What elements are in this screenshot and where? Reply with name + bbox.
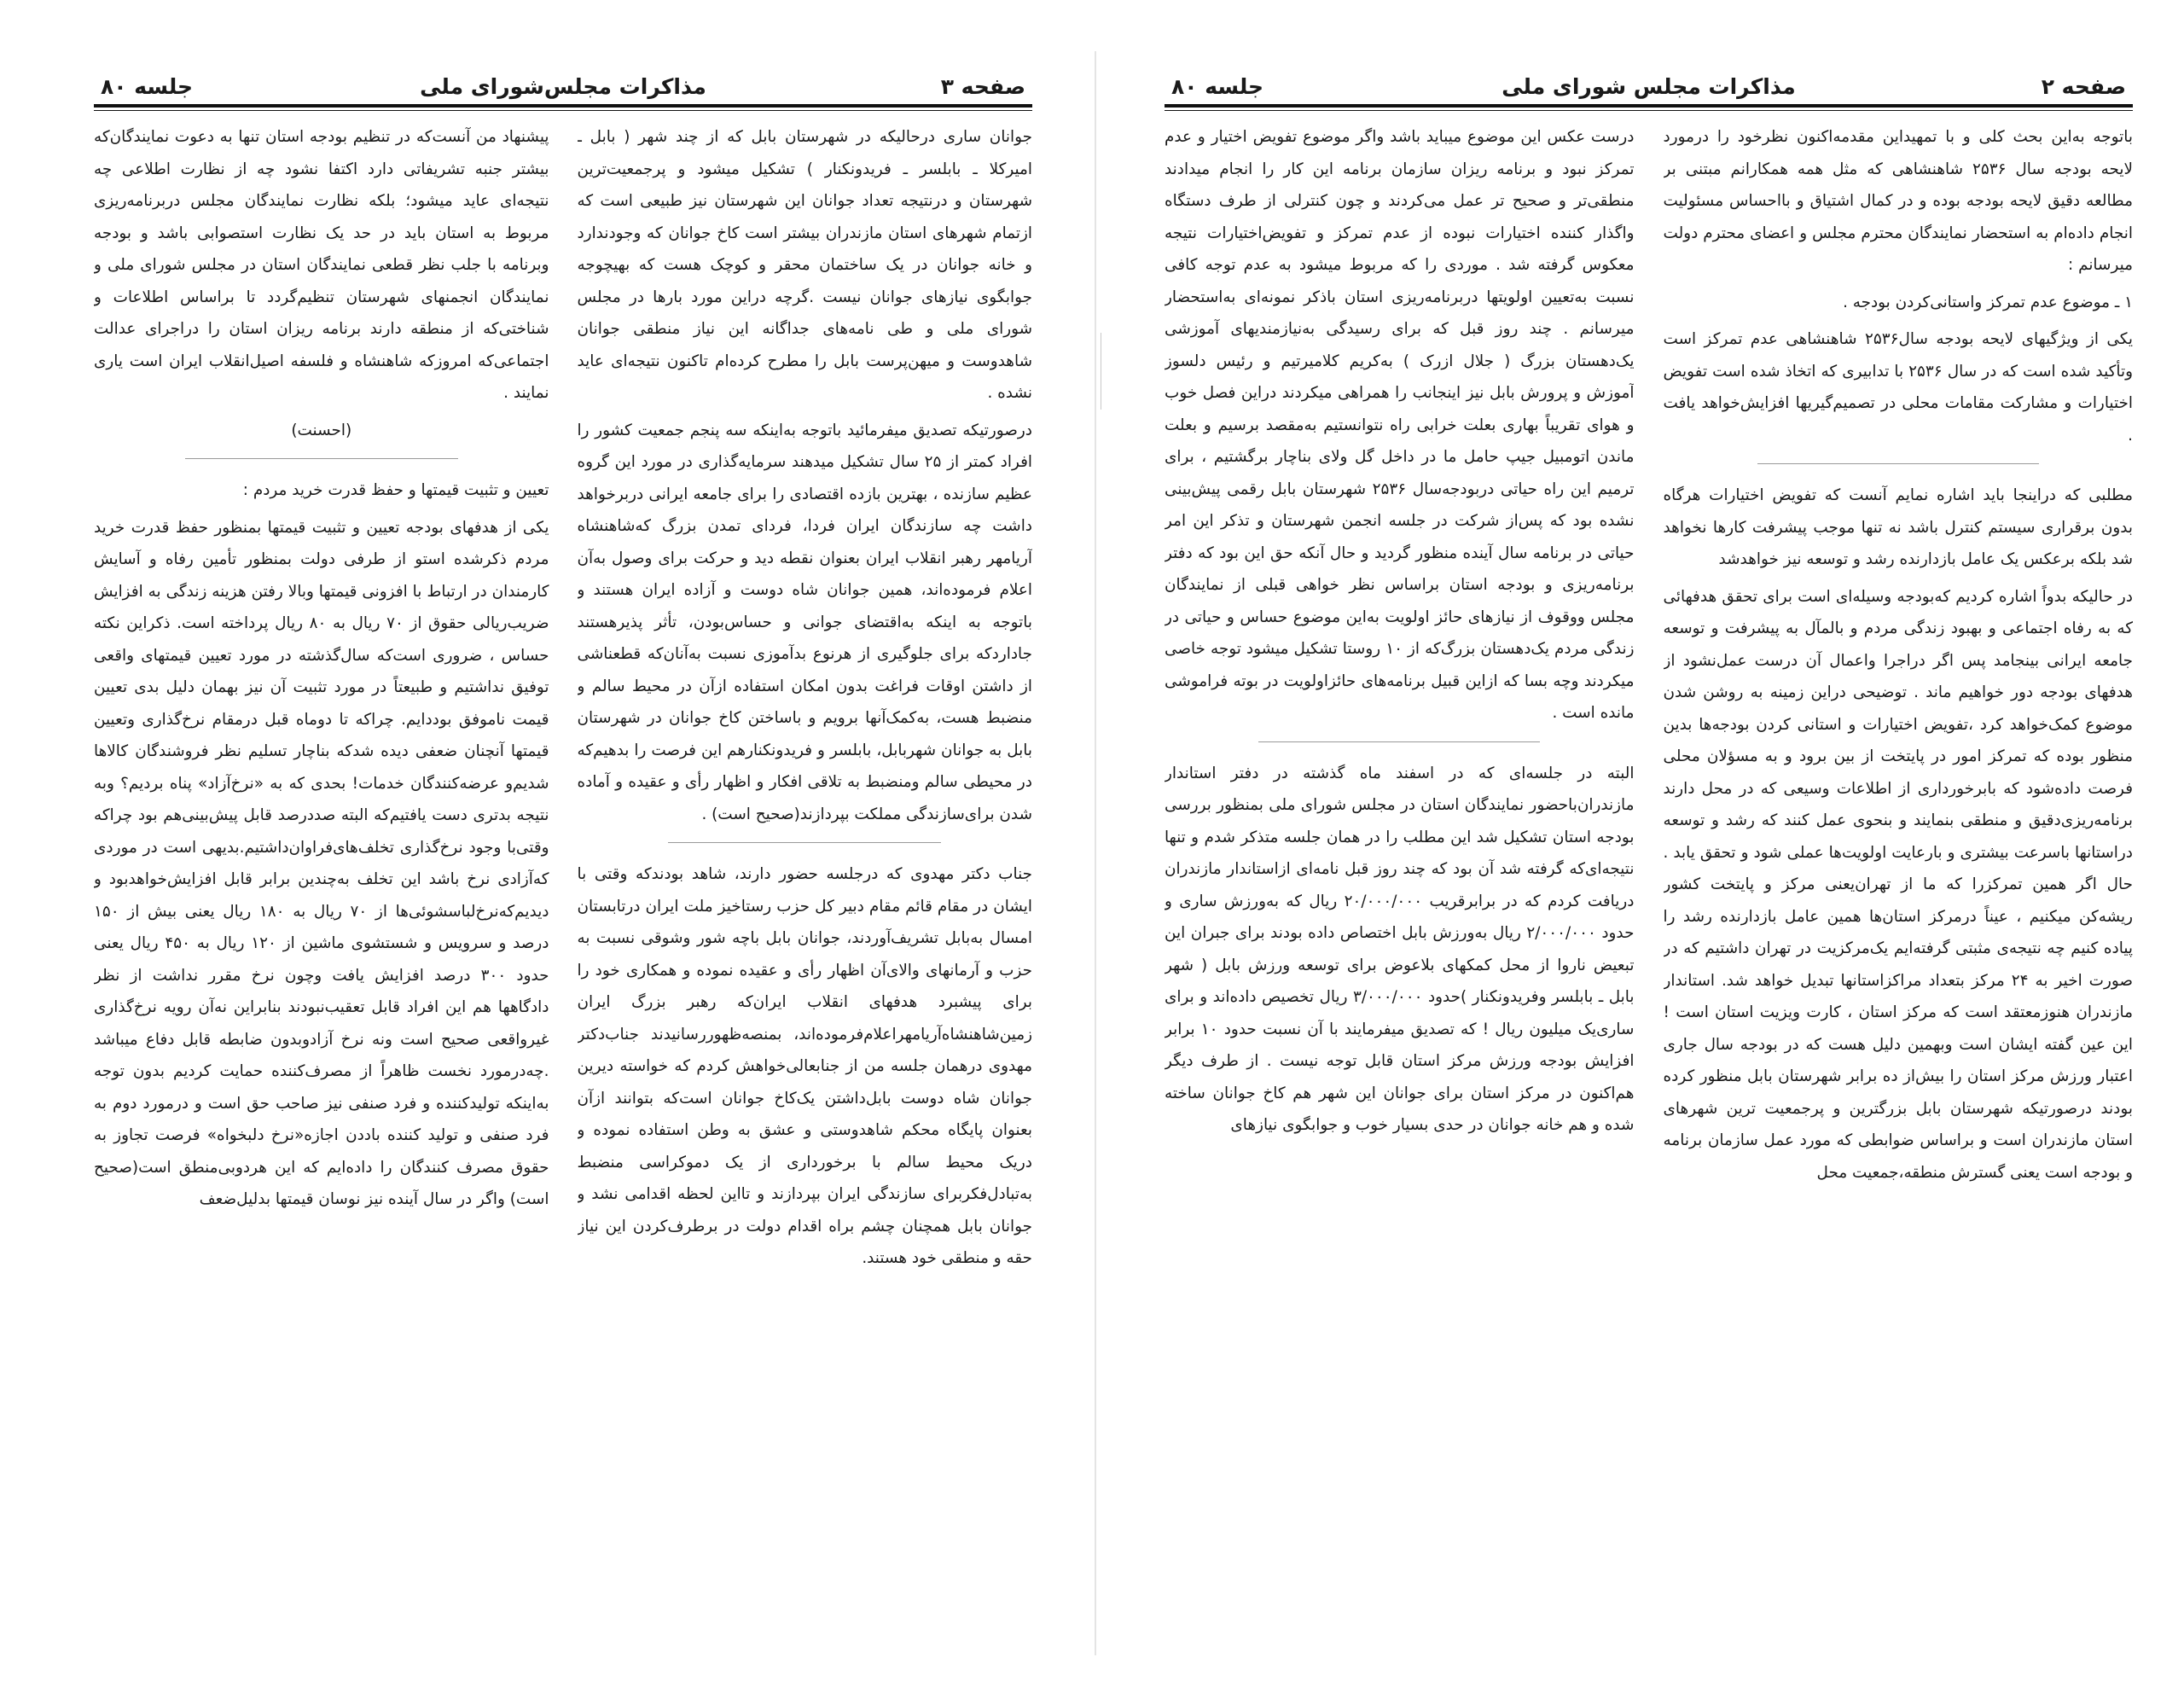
header-rule: [1165, 104, 2133, 111]
book-gutter: [1095, 51, 1096, 1655]
right-column: [578, 121, 1033, 1664]
page-title: مذاکرات مجلس‌شورای ملی: [420, 74, 706, 99]
paragraph: یکی از هدفهای بودجه تعیین و تثبیت قیمتها بمنظور حفظ قدرت خرید مردم ذکرشده استو از طرفی دولت بمنظور تأمین رفاه و آسایش کارمندان در ارتباط با افزونی قیمتها وبالا رفتن هزینه زندگی به افزایش ضریب‌ریالی حقوق از ۷۰ ریال به ۸۰ ریال پرداخته است. ذکراین نکته حساس ، ضروری است‌که سال‌گذشته در مورد تعیین قیمتهای واقعی توفیق نداشتیم و طبیعتاً در مورد تثبیت آن نیز بهمان دلیل بدی تعیین قیمت ناموفق بوددایم. چراکه تا دوماه قبل درمقام نرخ‌گذاری وتعیین قیمتها آنچنان ضعفی دیده شدکه بناچار تسلیم نظر فروشندگان کالاها شدیم‌و عرضه‌کنندگان خدمات! بحدی که به «نرخ‌آزاد» پناه بردیم؟ وبه نتیجه بدتری دست یافتیم‌که البته صددرصد قابل پیش‌بینی‌هم بود چراکه وقتی‌با وجود نرخ‌گذاری تخلف‌های‌فراوان‌داشتیم.بدیهی است در موردی که‌آزادی نرخ باشد این تخلف به‌چندین برابر قابل افزایش‌خواهدبود و دیدیم‌که‌نرخ‌لباسشوئی‌ها از ۷۰ ریال به ۱۸۰ ریال یعنی بیش از ۱۵۰ درصد و سرویس و شستشوی ماشین از ۱۲۰ ریال به ۴۵۰ ریال یعنی حدود ۳۰۰ درصد افزایش یافت وچون نرخ مقرر نداشت از نظر دادگاهها هم این افراد قابل تعقیب‌نبودند بنابراین نه‌آن رویه نرخ‌گذاری غیرواقعی صحیح است ونه نرخ آزادوبدون ضابطه قابل دفاع میباشد .چه‌درمورد نخست ظاهراً از مصرف‌کننده حمایت کردیم بدون توجه به‌اینکه تولیدکننده و فرد صنفی نیز صاحب حق است و درمورد دوم به فرد صنفی و تولید کننده باددن اجازه«نرخ دلبخواه» فرصت تجاوز به حقوق مصرف کنندگان را داده‌ایم که این هردوبی‌منطق است(صحیح است) واگر در سال آینده نیز نوسان قیمتها بدلیل‌ضعف: [94, 518, 549, 1208]
page-header: [1165, 60, 2133, 104]
page-title: مذاکرات مجلس شورای ملی: [1502, 74, 1796, 99]
paragraph: درصورتیکه تصدیق میفرمائید باتوجه به‌اینکه سه پنجم جمعیت کشور را افراد کمتر از ۲۵ سال تشکیل میدهند سرمایه‌گذاری در مورد این گروه عظیم سازنده ، بهترین بازده اقتصادی را برای جامعه ایرانی دربرخواهد داشت چه سازندگان ایران فردا، فردای تمدن بزرگ که‌شاهنشاه آریامهر رهبر انقلاب ایران بعنوان نقطه دید و حرکت برای وصول به‌آن اعلام فرموده‌اند، همین جوانان شاه دوست و آزاده ایران هستند و باتوجه به اینکه به‌اقتضای جوانی و حساس‌بودن، تأثر پذیرهستند جادارد‌که برای جلوگیری از هرنوع بدآموزی نسبت به‌آنان‌که قطعناشی از داشتن اوقات فراغت بدون امکان استفاده ازآن در محیط سالم و منضبط هست، به‌کمک‌آنها برویم و باساختن کاخ جوانان در شهرستان بابل به جوانان شهربابل، بابلسر و فریدونکنارهم این فرصت را بدهیم‌که در محیطی سالم ومنضبط به تلاقی افکار و اظهار رأی و عقیده و آماده شدن برای‌سازندگی مملکت بپردازند(صحیح است) .: [577, 421, 1032, 823]
paragraph: یکی از ویژگیهای لایحه بودجه سال۲۵۳۶ شاهنشاهی عدم تمرکز است وتأکید شده است که در سال ۲۵۳۶ با تدابیری که اتخاذ شده است تفویض اختیارات و مشارکت مقامات محلی در تصمیم‌گیریها افزایش‌خواهد یافت .: [1663, 330, 2133, 445]
page-header: [94, 60, 1032, 104]
section-heading: ۱ ـ موضوع عدم تمرکز واستانی‌کردن بودجه .: [1843, 293, 2133, 311]
left-column: [94, 121, 549, 1664]
right-column: [1664, 121, 2133, 1664]
paragraph: مطلبی که دراینجا باید اشاره نمایم آنست که تفویض اختیارات هرگاه بدون برقراری سیستم کنترل باشد نه تنها موجب پیشرفت کارها نخواهد شد بلکه برعکس یک عامل بازدارنده رشد و توسعه نیز خواهدشد: [1663, 486, 2133, 568]
divider: [668, 842, 941, 843]
paragraph: پیشنهاد من آنست‌که در تنظیم بودجه استان تنها به دعوت نمایندگان‌که بیشتر جنبه تشریفاتی دارد اکتفا نشود چه از نظارت اطلاعی چه نتیجه‌ای عاید میشود؛ بلکه نظارت نمایندگان مجلس دربرنامه‌ریزی مربوط به استان باید در حد یک نظارت استصوابی باشد و بودجه وبرنامه با جلب نظر قطعی نمایندگان استان در مجلس شورای ملی و نمایندگان انجمنهای شهرستان تنظیم‌گردد تا براساس اطلاعات و شناختی‌که از منطقه دارند برنامه ریزان استان را دراجرای عدالت اجتماعی‌که امروزکه شاهنشاه و فلسفه اصیل‌انقلاب ایران است یاری نمایند .: [94, 128, 549, 402]
paragraph: البته در جلسه‌ای که در اسفند ماه گذشته در دفتر استاندار مازندران‌باحضور نمایندگان استان در مجلس شورای ملی بمنظور بررسی بودجه استان تشکیل شد این مطلب را در همان جلسه متذکر شدم و تنها نتیجه‌ای‌که گرفته شد آن بود که چند روز قبل نامه‌ای ازاستاندار مازندران دریافت کردم که در برابرقریب ۲۰/۰۰۰/۰۰۰ ریال که به‌ورزش ساری و حدود ۲/۰۰۰/۰۰۰ ریال به‌ورزش بابل اختصاص داده بودند برای جبران این تبعیض ناروا از محل کمکهای بلاعوض برای توسعه ورزش بابل ( شهر بابل ـ بابلسر وفریدونکنار )حدود ۳/۰۰۰/۰۰۰ ریال تخصیص داده‌اند و برای ساری‌یک میلیون ریال ! که تصدیق میفرمایند با آن نسبت حدود ۱۰ برابر افزایش بودجه ورزش مرکز استان قابل توجه نیست . از طرف دیگر هم‌اکنون در مرکز استان برای جوانان این شهر هم کاخ جوانان ساخته شده و هم خانه جوانان در حدی بسیار خوب و جوابگوی نیازهای: [1165, 764, 1635, 1134]
paragraph: در حالیکه بدواً اشاره کردیم که‌بودجه وسیله‌ای است برای تحقق هدفهائی که به رفاه اجتماعی و بهبود زندگی مردم و بالمآل به پیشرفت و توسعه جامعه ایرانی بینجامد پس اگر دراجرا واعمال آن درست عمل‌نشود از هدفهای بودجه دور خواهیم ماند . توضیحی دراین زمینه به روشن شدن موضوع کمک‌خواهد کرد ،تفویض اختیارات و استانی کردن بودجه‌ها بدین منظور بوده که تمرکز امور در پایتخت از بین برود و به مسؤلان محلی فرصت داده‌شود که بابرخورداری از اطلاعات وسیعی که در محل دارند برنامه‌ریزی‌دقیق و منطقی بنمایند و بنحوی عمل کنند که رشد و توسعه دراستانها باسرعت بیشتری و بارعایت اولویت‌ها عملی شود و تحقق یابد . حال اگر همین تمرکزرا که ما از تهران‌یعنی مرکز و پایتخت کشور ریشه‌کن میکنیم ، عیناً درمرکز استان‌ها همین عامل بازدارنده رشد را پیاده کنیم چه نتیجه‌ی مثبتی گرفته‌ایم یک‌مرکزیت در تهران داشتیم که در صورت اخیر به ۲۴ مرکز بتعداد مراکزاستانها تبدیل خواهد شد. استاندار مازندران هنوزمعتقد است که مرکز استان ، کارت ویزیت استان است ! این عین گفته ایشان است وبهمین دلیل هست که در بودجه سال جاری اعتبار ورزش مرکز استان را بیش‌از ده برابر شهرستان بابل منظور کرده بودند درصورتیکه شهرستان بابل بزرگترین و پرجمعیت ترین شهرهای استان مازندران است و براساس ضوابطی که مورد عمل سازمان برنامه و بودجه است یعنی گسترش منطقه،جمعیت محل: [1663, 587, 2133, 1182]
session-number: جلسه ۸۰: [1171, 74, 1264, 99]
applause-note: (احسنت): [291, 421, 352, 439]
page-3: [94, 60, 1032, 1664]
divider: [185, 458, 458, 459]
paragraph: درست عکس این موضوع میباید باشد واگر موضوع تفویض اختیار و عدم تمرکز نبود و برنامه ریزان سازمان برنامه این کار را انجام میدادند منطقی‌تر و صحیح تر عمل می‌کردند و چون کنترلی از طرف دستگاه واگذار کننده اختیارات نبوده از عدم تمرکز و تفویض‌اختیارات نتیجه معکوس گرفته شد . موردی را که مربوط میشود به عدم توجه کافی نسبت به‌تعیین اولویتها دربرنامه‌ریزی استان باذکر نمونه‌ای به‌استحضار میرسانم . چند روز قبل که برای رسیدگی به‌نیازمندیهای آموزشی یک‌دهستان بزرگ ( جلال ازرک ) به‌کریم کلامیرتیم و رئیس دلسوز آموزش و پرورش بابل نیز اینجانب را همراهی میکردند دراین فصل خوب و هوای تقریباً بهاری بعلت خرابی راه نتوانستیم به‌مقصد برسیم و بعلت ماندن اتومبیل جیپ حامل ما در داخل گل ولای بناچار برگشتیم ، برای ترمیم این راه حیاتی دربودجه‌سال ۲۵۳۶ شهرستان بابل رقمی پیش‌بینی نشده بود که پس‌از شرکت در جلسه انجمن شهرستان و تذکر این امر حیاتی در برنامه سال آینده منظور گردید و حال آنکه حق این بود که دفتر برنامه‌ریزی و بودجه استان براساس نظر خواهی قبلی از نمایندگان مجلس ووقوف از نیازهای حائز اولویت به‌این موضوع حساس و حیاتی در زندگی مردم یک‌دهستان بزرگ‌که از ۱۰ روستا تشکیل میشود توجه خاصی میکردند وچه بسا که ازاین قبیل برنامه‌های حائزاولویت در بوته فراموشی مانده است .: [1165, 128, 1635, 722]
page-number: صفحه ۲: [2041, 74, 2126, 99]
paragraph: جناب دکتر مهدوی که درجلسه حضور دارند، شاهد بودندکه وقتی با ایشان در مقام قائم مقام دبیر کل حزب رستاخیز ملت ایران درتابستان امسال به‌بابل تشریف‌آوردند، جوانان بابل باچه شور وشوقی نسبت به حزب و آرمانهای والای‌آن اظهار رأی و عقیده نموده و همکاری خود را برای پیشبرد هدفهای انقلاب ایران‌که رهبر بزرگ ایران زمین‌شاهنشاه‌آریامهراعلام‌فرموده‌اند، بمنصه‌ظهور‌رسانیدند جناب‌دکتر مهدوی درهمان جلسه من از جنابعالی‌خواهش کردم که خواسته دیرین جوانان شاه دوست بابل‌داشتن یک‌کاخ جوانان است‌که بتوانند ازآن بعنوان پایگاه محکم شاهدوستی و عشق به وطن استفاده نموده و دریک محیط سالم با برخورداری از یک دموکراسی منضبط به‌تبادل‌فکربرای سازندگی ایران بپردازند و تااین لحظه اقدامی نشد و جوانان بابل همچنان چشم براه اقدام دولت در برطرف‌کردن این نیاز حقه و منطقی خود هستند.: [577, 865, 1032, 1267]
paragraph: باتوجه به‌این بحث کلی و با تمهیداین مقدمه‌اکنون نظرخود را درمورد لایحه بودجه سال ۲۵۳۶ شاهنشاهی که مثل همه همکارانم مبتنی بر مطالعه دقیق لایحه بودجه بوده و در کمال اشتیاق و بااحساس مسئولیت انجام داده‌ام به استحضار نمایندگان محترم مجلس و اعضای محترم دولت میرسانم :: [1663, 128, 2133, 274]
page-number: صفحه ۳: [940, 74, 1025, 99]
paragraph: جوانان ساری درحالیکه در شهرستان بابل که از چند شهر ( بابل ـ امیرکلا ـ بابلسر ـ فریدونکنار ) تشکیل میشود و پرجمعیت‌ترین شهرستان و درنتیجه تعداد جوانان این شهرستان نیز طبیعی است که ازتمام شهرهای استان مازندران بیشتر است کاخ جوانان که وجودندارد و خانه جوانان در یک ساختمان محقر و کوچک هست که بهیچوجه جوابگوی نیازهای جوانان نیست .گرچه دراین مورد بارها در مجلس شورای ملی و طی نامه‌های جداگانه این نیاز منطقی جوانان شاهدوست و میهن‌پرست بابل را مطرح کرده‌ام تاکنون نتیجه‌ای عاید نشده .: [577, 128, 1032, 402]
left-column: [1165, 121, 1634, 1664]
page-2: [1165, 60, 2133, 1664]
divider: [1258, 741, 1540, 742]
session-number: جلسه ۸۰: [101, 74, 194, 99]
section-heading: تعیین و تثبیت قیمتها و حفظ قدرت خرید مردم :: [242, 481, 549, 499]
text-columns: [1165, 121, 2133, 1664]
divider: [1757, 463, 2039, 464]
text-columns: [94, 121, 1032, 1664]
header-rule: [94, 104, 1032, 111]
